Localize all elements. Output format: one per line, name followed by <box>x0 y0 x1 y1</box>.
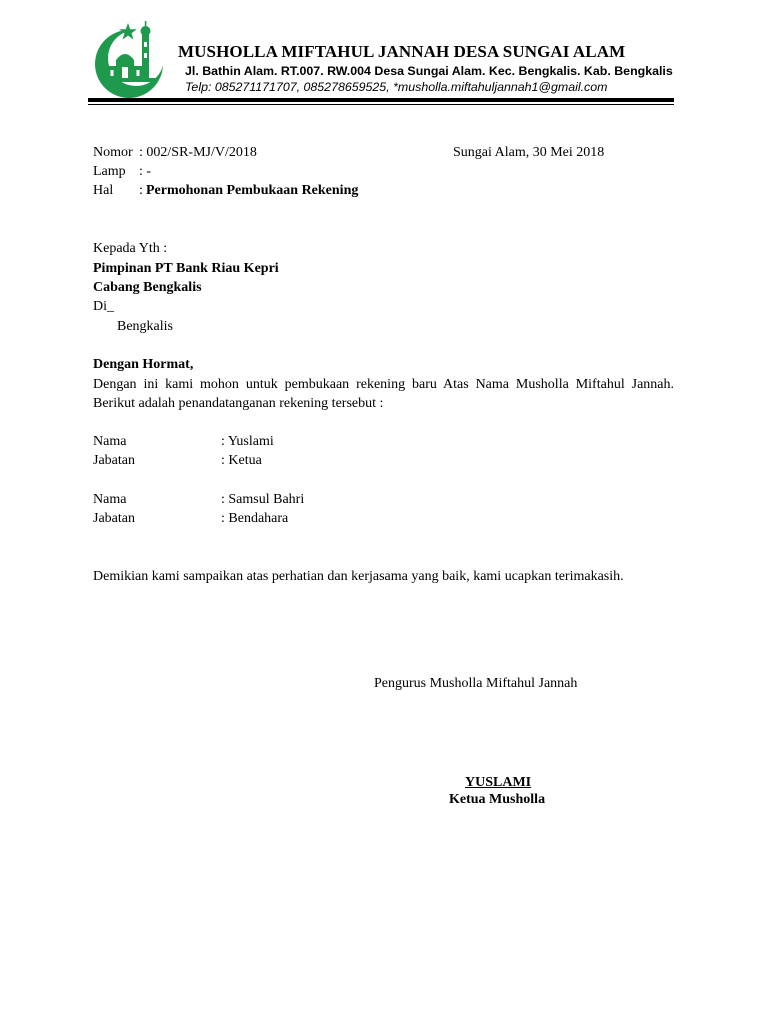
nomor-label: Nomor <box>93 145 133 160</box>
recipient-line2: Cabang Bengkalis <box>93 280 202 295</box>
header-divider-thick <box>88 98 674 102</box>
signature-name: YUSLAMI <box>465 775 532 790</box>
closing-paragraph: Demikian kami sampaikan atas perhatian dan kerjasama yang baik, kami ucapkan terimakasih. <box>93 569 624 584</box>
lamp-label: Lamp <box>93 164 126 179</box>
org-name: MUSHOLLA MIFTAHUL JANNAH DESA SUNGAI ALAM <box>178 42 626 61</box>
lamp-value: : - <box>139 164 152 179</box>
signatory-name-value: : Samsul Bahri <box>221 492 305 507</box>
intro-paragraph: Dengan ini kami mohon untuk pembukaan rekening baru Atas Nama Musholla Miftahul Jannah. Berikut adalah penandatanganan rekening tersebut : <box>93 377 674 411</box>
recipient-line1: Pimpinan PT Bank Riau Kepri <box>93 261 279 276</box>
org-address: Jl. Bathin Alam. RT.007. RW.004 Desa Sungai Alam. Kec. Bengkalis. Kab. Bengkalis <box>185 64 673 78</box>
hal-colon: : <box>139 183 143 198</box>
hal-value: Permohonan Pembukaan Rekening <box>146 183 359 198</box>
signatory-name-value: : Yuslami <box>221 434 274 449</box>
signatory-name-label: Nama <box>93 434 127 449</box>
signatory-position-label: Jabatan <box>93 511 135 526</box>
signatory-position-value: : Bendahara <box>221 511 289 526</box>
recipient-di: Di_ <box>93 299 114 314</box>
salutation: Dengan Hormat, <box>93 357 194 372</box>
recipient-city: Bengkalis <box>117 319 173 334</box>
org-contact: Telp: 085271171707, 085278659525, *musholla.miftahuljannah1@gmail.com <box>185 80 608 94</box>
signatory-name-label: Nama <box>93 492 127 507</box>
mosque-logo-icon <box>88 20 172 98</box>
signature-title: Ketua Musholla <box>449 792 546 807</box>
header-divider-thin <box>88 104 674 105</box>
place-date: Sungai Alam, 30 Mei 2018 <box>453 145 605 160</box>
nomor-value: : 002/SR-MJ/V/2018 <box>139 145 257 160</box>
recipient-greeting: Kepada Yth : <box>93 241 168 256</box>
hal-label: Hal <box>93 183 114 198</box>
signatory-position-value: : Ketua <box>221 453 262 468</box>
signature-org: Pengurus Musholla Miftahul Jannah <box>374 676 578 691</box>
signatory-position-label: Jabatan <box>93 453 135 468</box>
